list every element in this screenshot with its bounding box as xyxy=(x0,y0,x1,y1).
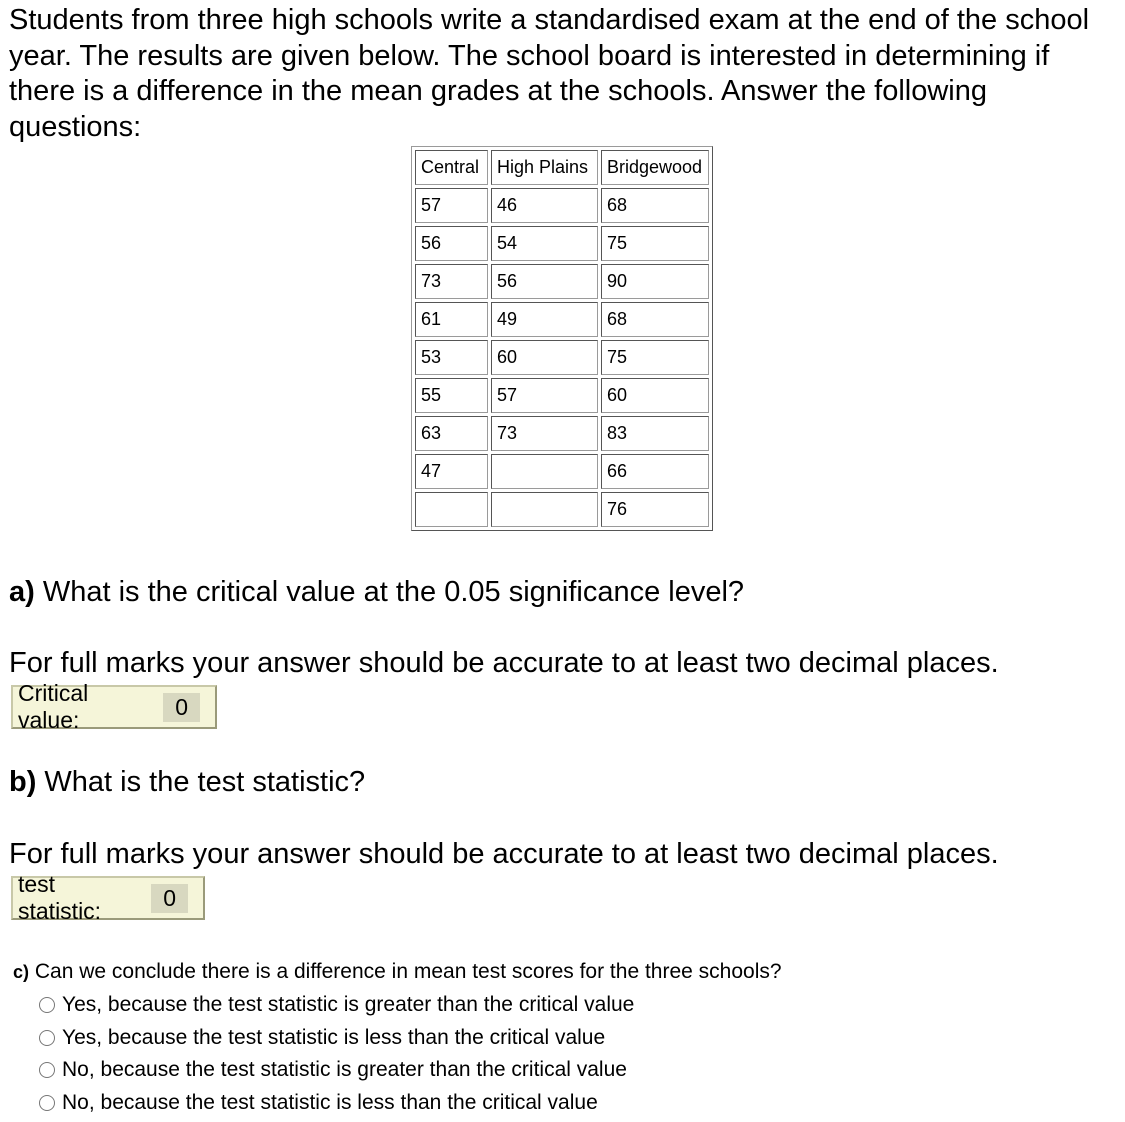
table-cell: 49 xyxy=(491,302,598,337)
table-row xyxy=(415,416,709,451)
problem-intro: Students from three high schools write a standardised exam at the end of the school year. The results are given below. The school board is interested in determining if there is a difference in the mean grades at the schools. Answer the following questions: xyxy=(9,4,1090,143)
option-label: Yes, because the test statistic is less than the critical value xyxy=(62,1025,606,1049)
question-c-marker: c) xyxy=(13,962,30,982)
table-row xyxy=(415,188,709,223)
table-cell xyxy=(491,454,598,489)
option-label: No, because the test statistic is greater than the critical value xyxy=(62,1058,627,1082)
question-b-text: What is the test statistic? xyxy=(36,766,366,798)
table-cell: 63 xyxy=(415,416,488,451)
table-row xyxy=(415,340,709,375)
option-no-less[interactable] xyxy=(39,1087,634,1120)
option-label: Yes, because the test statistic is greater than the critical value xyxy=(62,993,635,1017)
header-bridgewood: Bridgewood xyxy=(601,150,709,185)
question-a-text: What is the critical value at the 0.05 significance level? xyxy=(34,576,745,608)
table-row xyxy=(415,378,709,413)
table-row xyxy=(415,226,709,261)
question-a-accuracy-note: For full marks your answer should be accurate to at least two decimal places. xyxy=(9,647,999,679)
table-row xyxy=(415,454,709,489)
table-cell: 90 xyxy=(601,264,709,299)
option-no-greater[interactable] xyxy=(39,1054,634,1087)
table-cell: 56 xyxy=(415,226,488,261)
radio-icon[interactable] xyxy=(39,1062,55,1078)
table-cell xyxy=(491,492,598,527)
question-b-marker: b) xyxy=(9,766,37,798)
table-cell: 73 xyxy=(415,264,488,299)
table-cell: 60 xyxy=(491,340,598,375)
scores-table-container xyxy=(411,146,713,531)
table-cell: 57 xyxy=(491,378,598,413)
test-statistic-input[interactable]: 0 xyxy=(151,884,188,913)
table-cell: 46 xyxy=(491,188,598,223)
table-cell: 75 xyxy=(601,226,709,261)
scores-table xyxy=(411,146,713,531)
table-cell: 73 xyxy=(491,416,598,451)
table-cell: 60 xyxy=(601,378,709,413)
table-row xyxy=(415,264,709,299)
table-cell: 68 xyxy=(601,188,709,223)
question-c-prompt xyxy=(13,960,782,984)
question-b-prompt xyxy=(9,766,365,799)
critical-value-answer-box xyxy=(11,680,217,733)
option-label: No, because the test statistic is less than the critical value xyxy=(62,1090,598,1114)
radio-icon[interactable] xyxy=(39,1095,55,1111)
header-high-plains: High Plains xyxy=(491,150,598,185)
table-cell: 76 xyxy=(601,492,709,527)
table-cell: 83 xyxy=(601,416,709,451)
table-cell: 75 xyxy=(601,340,709,375)
table-cell: 57 xyxy=(415,188,488,223)
table-cell: 47 xyxy=(415,454,488,489)
option-yes-greater[interactable] xyxy=(39,989,634,1022)
header-central: Central xyxy=(415,150,488,185)
table-cell: 55 xyxy=(415,378,488,413)
table-cell: 61 xyxy=(415,302,488,337)
radio-icon[interactable] xyxy=(39,997,55,1013)
table-cell: 66 xyxy=(601,454,709,489)
question-b-accuracy-note: For full marks your answer should be accurate to at least two decimal places. xyxy=(9,838,999,870)
question-c-text: Can we conclude there is a difference in mean test scores for the three schools? xyxy=(29,960,782,983)
question-a-marker: a) xyxy=(9,576,35,608)
option-yes-less[interactable] xyxy=(39,1022,634,1055)
question-c-options xyxy=(39,989,634,1119)
critical-value-input[interactable]: 0 xyxy=(163,693,200,722)
table-cell xyxy=(415,492,488,527)
test-statistic-label: test statistic: xyxy=(18,871,102,924)
critical-value-label: Critical value: xyxy=(18,680,89,733)
table-row xyxy=(415,492,709,527)
table-cell: 53 xyxy=(415,340,488,375)
table-header-row xyxy=(415,150,709,185)
table-cell: 56 xyxy=(491,264,598,299)
table-cell: 68 xyxy=(601,302,709,337)
radio-icon[interactable] xyxy=(39,1030,55,1046)
table-cell: 54 xyxy=(491,226,598,261)
test-statistic-answer-box xyxy=(11,871,205,924)
question-a-prompt xyxy=(9,576,744,609)
table-row xyxy=(415,302,709,337)
